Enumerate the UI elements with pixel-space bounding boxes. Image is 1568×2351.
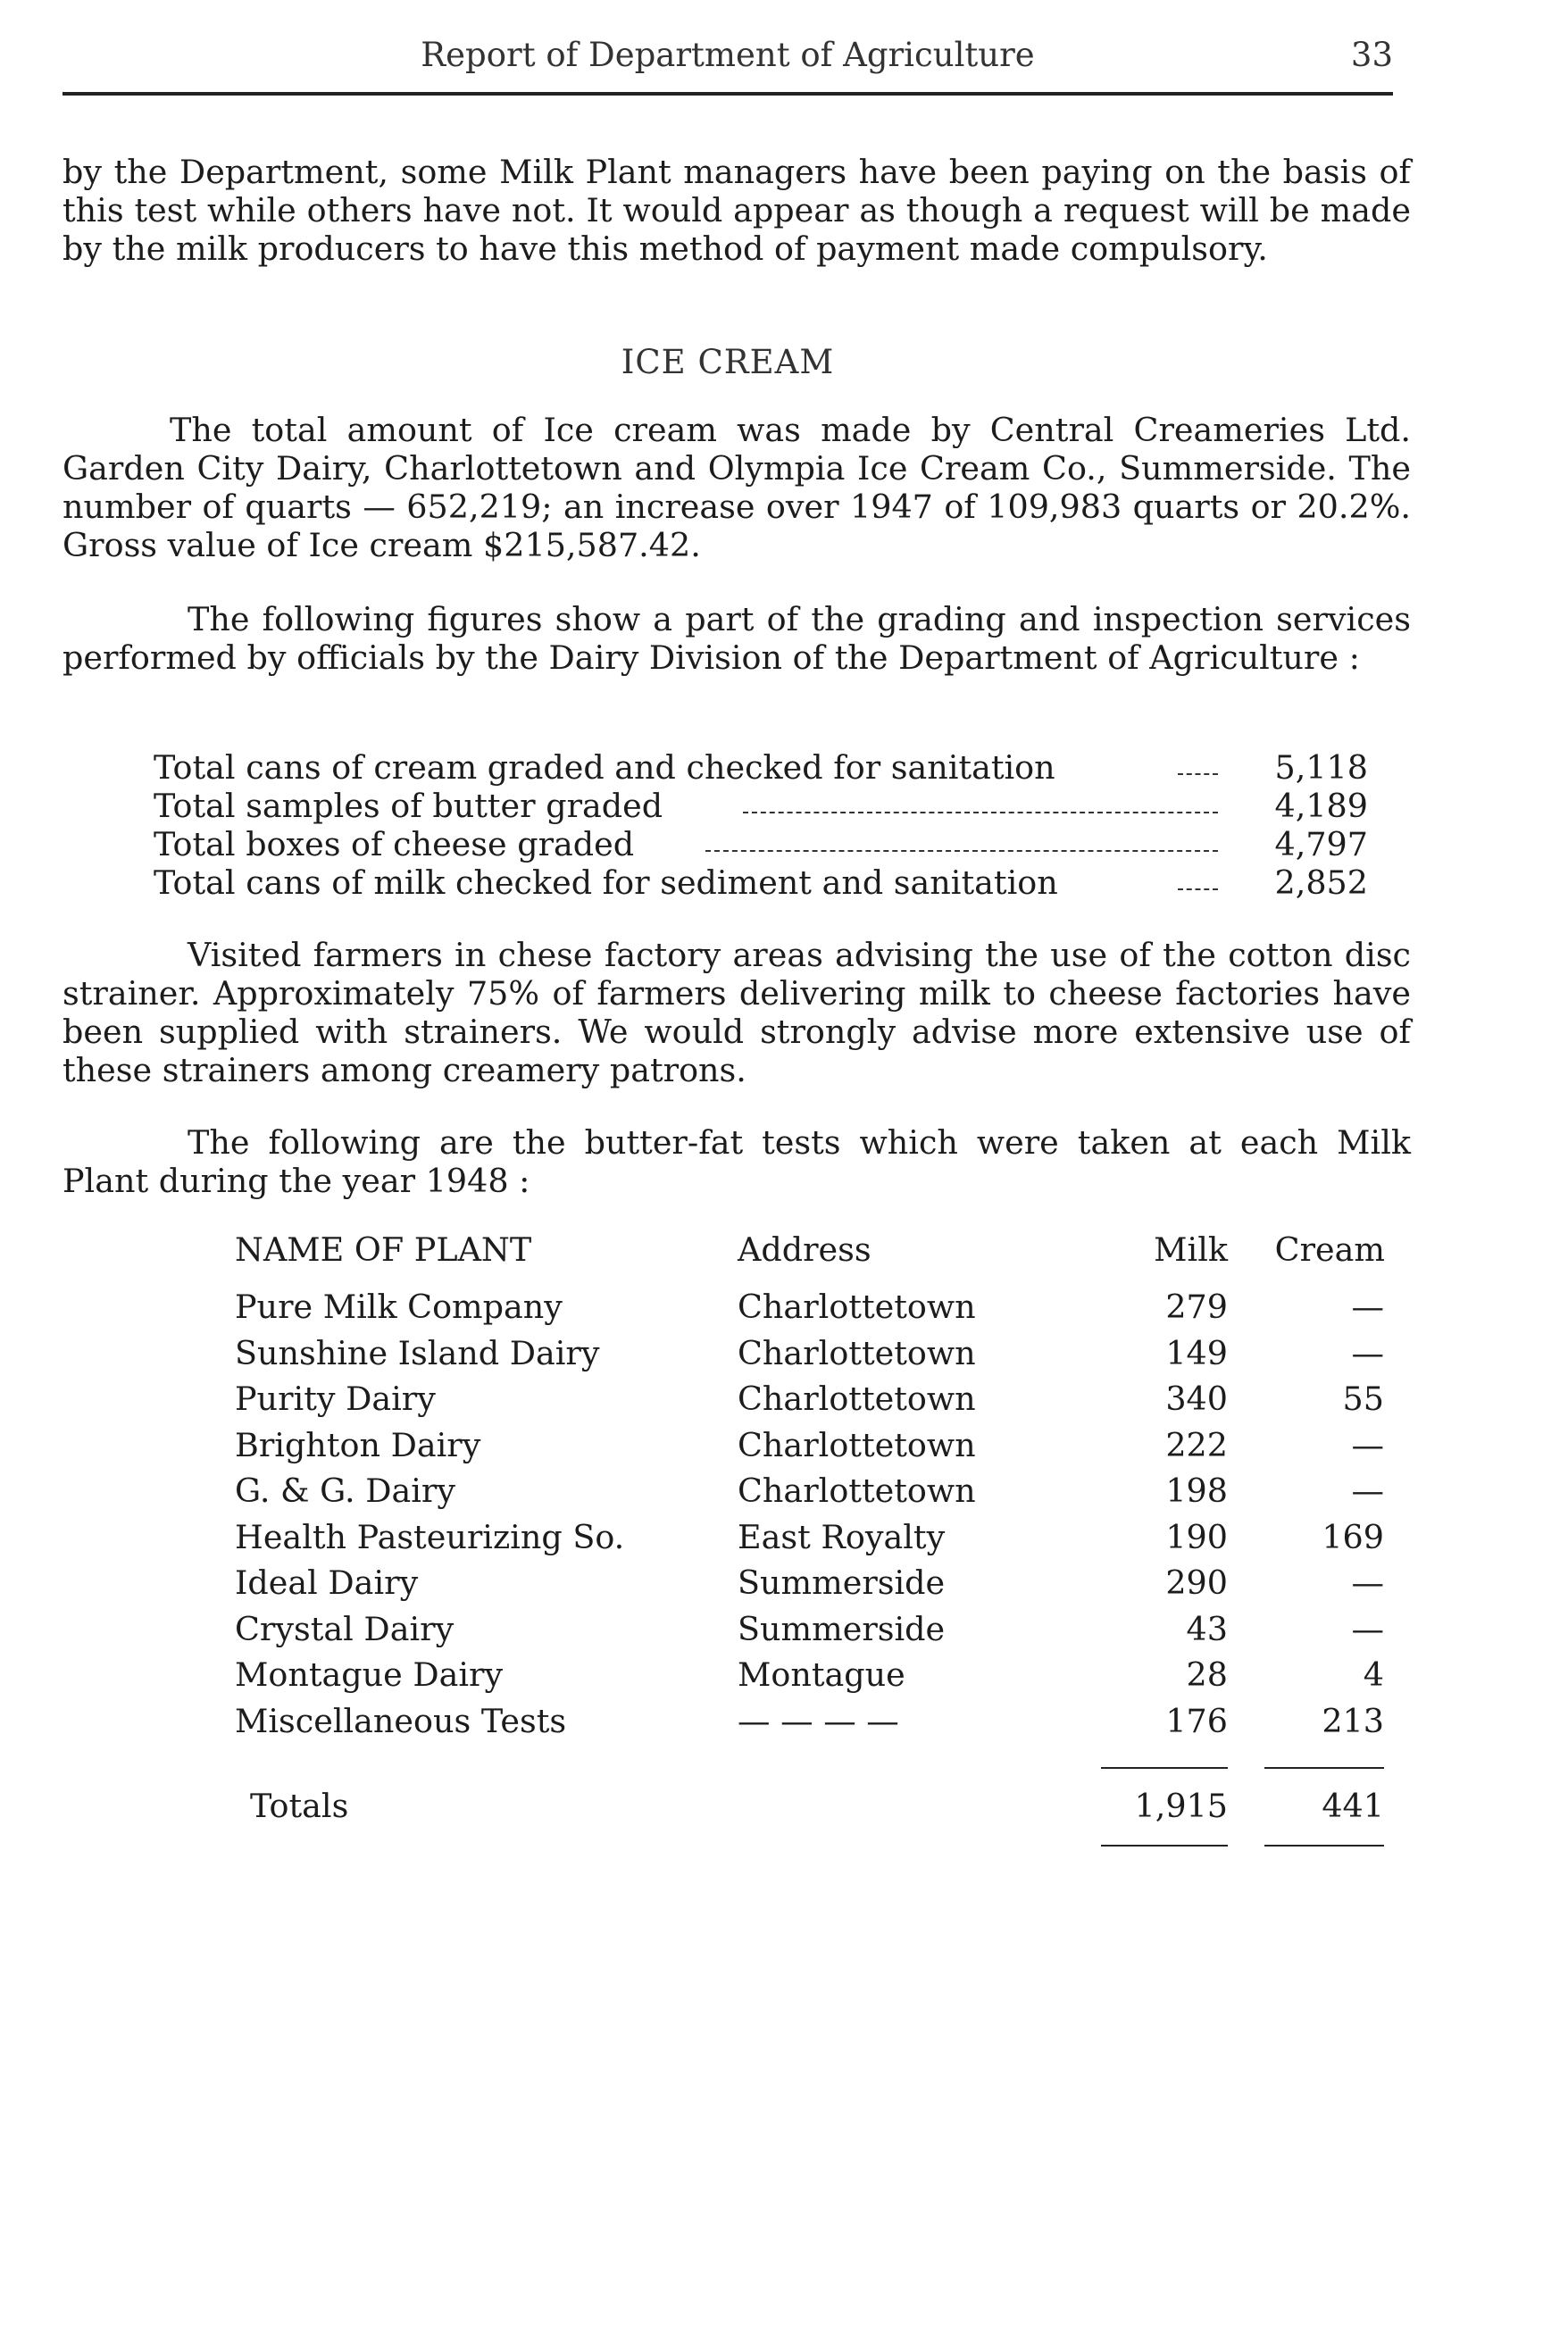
inspection-label: Total cans of cream graded and checked for sanitation	[154, 748, 1055, 787]
plant-address: — — — —	[738, 1702, 899, 1740]
plant-milk: 43	[1186, 1610, 1228, 1648]
plant-address: East Royalty	[738, 1518, 946, 1556]
plant-milk: 149	[1165, 1334, 1228, 1372]
plant-milk: 198	[1165, 1471, 1228, 1510]
plant-milk: 222	[1165, 1426, 1228, 1464]
plant-address: Charlottetown	[738, 1380, 976, 1418]
plant-name: Miscellaneous Tests	[235, 1702, 567, 1740]
page-number: 33	[1350, 36, 1393, 74]
milk-subtotal-rule	[1101, 1767, 1228, 1769]
inspection-value: 2,852	[1274, 863, 1368, 902]
plant-address: Charlottetown	[738, 1288, 976, 1326]
plant-address: Charlottetown	[738, 1471, 976, 1510]
plant-name: Brighton Dairy	[235, 1426, 481, 1464]
plant-name: Pure Milk Company	[235, 1288, 563, 1326]
totals-milk: 1,915	[1134, 1787, 1228, 1825]
plant-milk: 340	[1165, 1380, 1228, 1418]
column-header-name: NAME OF PLANT	[235, 1230, 532, 1269]
paragraph-strainers: Visited farmers in chese factory areas advising the use of the cotton disc strainer. Approximately 75% of farmers delivering milk to cheese factories have been supplied with strainers. We would strongly advise more extensive use of these strainers among creamery patrons.	[63, 936, 1411, 1089]
plant-cream: —	[1351, 1288, 1384, 1326]
running-header-title: Report of Department of Agriculture	[421, 36, 1035, 74]
plant-cream: 213	[1322, 1702, 1384, 1740]
plant-address: Summerside	[738, 1563, 946, 1602]
table-header-row	[0, 1229, 1568, 1271]
inspection-value: 4,189	[1274, 787, 1368, 825]
table-row	[0, 1654, 1568, 1697]
plant-address: Summerside	[738, 1610, 946, 1648]
plant-name: Ideal Dairy	[235, 1563, 419, 1602]
plant-address: Charlottetown	[738, 1426, 976, 1464]
column-header-address: Address	[738, 1230, 872, 1269]
plant-name: Health Pasteurizing So.	[235, 1518, 625, 1556]
plant-milk: 190	[1165, 1518, 1228, 1556]
inspection-value: 5,118	[1274, 748, 1368, 787]
plant-cream: —	[1351, 1334, 1384, 1372]
paragraph-ice-cream: The total amount of Ice cream was made by Central Creameries Ltd. Garden City Dairy, Charlottetown and Olympia Ice Cream Co., Summerside. The number of quarts — 652,219; an increase over 1947 of 109,983 quarts or 20.2%. Gross value of Ice cream $215,587.42.	[63, 411, 1411, 564]
plant-milk: 28	[1186, 1655, 1228, 1694]
paragraph-payment-basis: by the Department, some Milk Plant managers have been paying on the basis of this test while others have not. It would appear as though a request will be made by the milk producers to have this method of payment made compulsory.	[63, 153, 1411, 268]
plant-milk: 176	[1165, 1702, 1228, 1740]
paragraph-grading-intro: The following figures show a part of the grading and inspection services performed by officials by the Dairy Division of the Department of Agriculture :	[63, 600, 1411, 677]
table-row	[0, 1608, 1568, 1651]
cream-subtotal-rule	[1264, 1767, 1384, 1769]
totals-label: Totals	[250, 1787, 349, 1825]
column-header-milk: Milk	[1154, 1230, 1228, 1269]
plant-address: Montague	[738, 1655, 905, 1694]
plant-cream: 4	[1363, 1655, 1384, 1694]
plant-milk: 290	[1165, 1563, 1228, 1602]
plant-cream: —	[1351, 1563, 1384, 1602]
inspection-label: Total boxes of cheese graded	[154, 825, 635, 863]
table-row	[0, 1562, 1568, 1605]
plant-milk: 279	[1165, 1288, 1228, 1326]
section-heading-ice-cream: ICE CREAM	[621, 343, 835, 381]
table-row	[0, 1424, 1568, 1467]
table-row	[0, 1378, 1568, 1421]
plant-name: Crystal Dairy	[235, 1610, 455, 1648]
totals-cream: 441	[1322, 1787, 1384, 1825]
plant-cream: 55	[1342, 1380, 1384, 1418]
plant-cream: —	[1351, 1426, 1384, 1464]
milk-total-rule	[1101, 1845, 1228, 1847]
inspection-label: Total samples of butter graded	[154, 787, 663, 825]
table-row	[0, 1700, 1568, 1743]
plant-address: Charlottetown	[738, 1334, 976, 1372]
plant-name: G. & G. Dairy	[235, 1471, 455, 1510]
table-row	[0, 1516, 1568, 1559]
plant-name: Sunshine Island Dairy	[235, 1334, 600, 1372]
paragraph-butterfat-intro: The following are the butter-fat tests which were taken at each Milk Plant during the year 1948 :	[63, 1123, 1411, 1200]
column-header-cream: Cream	[1274, 1230, 1385, 1269]
table-row	[0, 1470, 1568, 1513]
plant-cream: —	[1351, 1610, 1384, 1648]
inspection-label: Total cans of milk checked for sediment and sanitation	[154, 863, 1058, 902]
plant-name: Montague Dairy	[235, 1655, 504, 1694]
plant-cream: 169	[1322, 1518, 1384, 1556]
table-row	[0, 1332, 1568, 1375]
totals-row	[0, 1785, 1568, 1828]
inspection-value: 4,797	[1274, 825, 1368, 863]
plant-name: Purity Dairy	[235, 1380, 436, 1418]
table-row	[0, 1286, 1568, 1329]
plant-cream: —	[1351, 1471, 1384, 1510]
cream-total-rule	[1264, 1845, 1384, 1847]
